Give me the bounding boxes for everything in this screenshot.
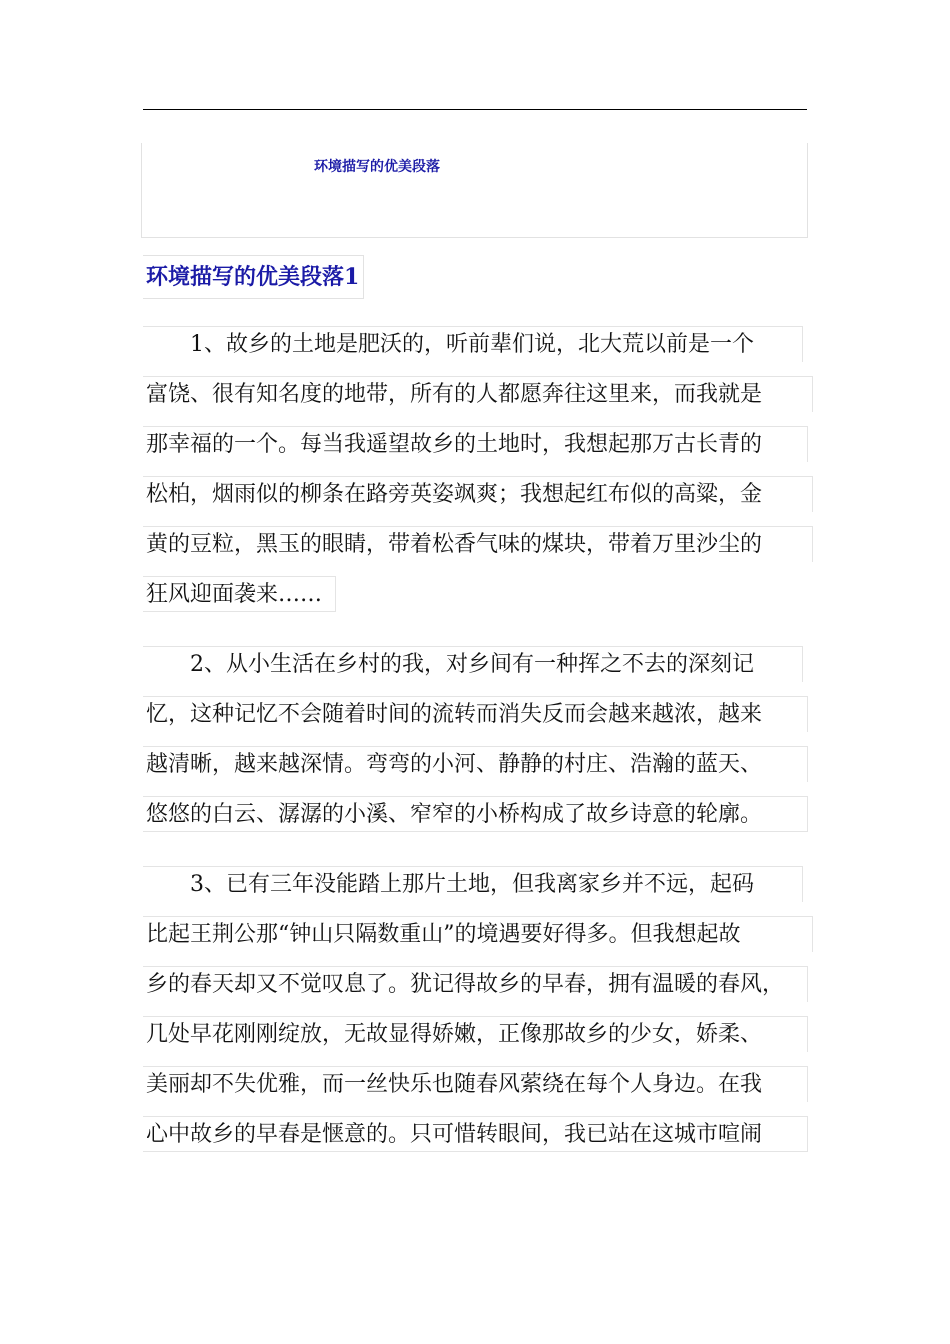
paragraph-line: 狂风迎面袭来……: [143, 576, 336, 612]
paragraph-line: 乡的春天却又不觉叹息了。犹记得故乡的早春，拥有温暖的春风，: [143, 966, 808, 1002]
header-title: 环境描写的优美段落: [314, 159, 440, 175]
paragraph-line: 2、从小生活在乡村的我，对乡间有一种挥之不去的深刻记: [143, 646, 803, 682]
paragraph-line: 比起王荆公那“钟山只隔数重山”的境遇要好得多。但我想起故: [143, 916, 813, 952]
paragraph-line: 那幸福的一个。每当我遥望故乡的土地时，我想起那万古长青的: [143, 426, 808, 462]
paragraph-line: 心中故乡的早春是惬意的。只可惜转眼间，我已站在这城市喧闹: [143, 1116, 808, 1152]
paragraph-line: 松柏，烟雨似的柳条在路旁英姿飒爽；我想起红布似的高粱，金: [143, 476, 813, 512]
paragraph-line: 3、已有三年没能踏上那片土地，但我离家乡并不远，起码: [143, 866, 803, 902]
paragraph-line: 黄的豆粒，黑玉的眼睛，带着松香气味的煤块，带着万里沙尘的: [143, 526, 813, 562]
section-heading: 环境描写的优美段落1: [143, 255, 364, 299]
paragraph-line: 几处早花刚刚绽放，无故显得娇嫩，正像那故乡的少女，娇柔、: [143, 1016, 808, 1052]
paragraph-line: 忆，这种记忆不会随着时间的流转而消失反而会越来越浓，越来: [143, 696, 808, 732]
page-header: [141, 143, 808, 238]
paragraph-line: 悠悠的白云、潺潺的小溪、窄窄的小桥构成了故乡诗意的轮廓。: [143, 796, 808, 832]
paragraph-line: 富饶、很有知名度的地带，所有的人都愿奔往这里来，而我就是: [143, 376, 813, 412]
paragraph-line: 越清晰，越来越深情。弯弯的小河、静静的村庄、浩瀚的蓝天、: [143, 746, 808, 782]
paragraph-line: 1、故乡的土地是肥沃的，听前辈们说，北大荒以前是一个: [143, 326, 803, 362]
header-rule: [143, 109, 807, 110]
paragraph-line: 美丽却不失优雅，而一丝快乐也随春风萦绕在每个人身边。在我: [143, 1066, 808, 1102]
